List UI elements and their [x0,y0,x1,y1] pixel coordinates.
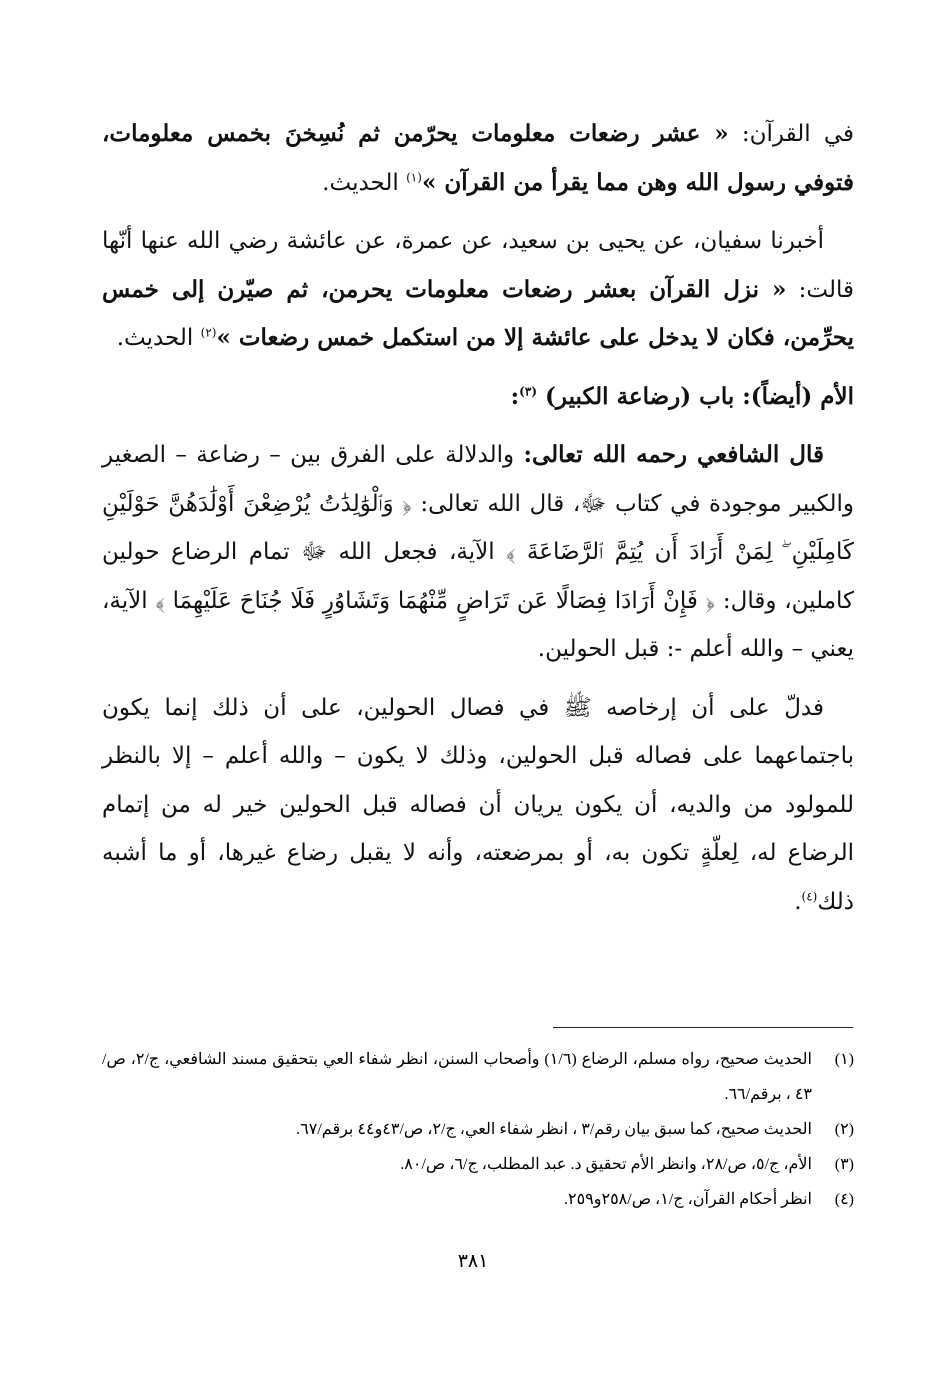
shafii-intro: قال الشافعي رحمه الله تعالى: [523,441,824,468]
paragraph-1-tail: الحديث. [322,169,407,196]
footnote-item [102,1112,854,1147]
footnotes [102,1042,854,1217]
footnote-text: الحديث صحيح، رواه مسلم، الرضاع (١/٦) وأصحاب السنن، انظر شفاء العي بتحقيق مسند الشافعي، ج/٢، ص/٤٣ ، برقم/٦٦. [102,1051,813,1103]
paragraph-3 [102,431,854,674]
footnote-ref-3[interactable]: (٣) [519,383,537,398]
hadith-quote-2: « نزل القرآن بعشر رضعات معلومات يحرمن، ثم صيّرن إلى خمس يحرِّمن، فكان لا يدخل على عائشة إلا من استكمل خمس رضعات » [102,275,854,351]
footnote-ref-2[interactable]: (٢) [200,325,217,340]
paragraph-1-intro: في القرآن: [728,121,854,147]
footnote-item [102,1147,854,1182]
section-heading [102,373,854,422]
page-number: ٣٨١ [457,1251,489,1272]
footnote-number: (١) [834,1051,854,1068]
paragraph-4-text: فدلّ على أن إرخاصه ﷺ في فصال الحولين، على أن ذلك إنما يكون باجتماعهما على فصاله قبل الحولين، وذلك لا يكون – والله أعلم – إلا بالنظر للمولود من والديه، أن يكون يريان أن فصاله قبل الحولين خير له من إتمام الرضاع له، لِعلّةٍ تكون به، أو بمرضعته، وأنه لا يقبل رضاع غيرها، أو ما أشبه ذلك [102,694,854,915]
paragraph-2-tail: الحديث. [116,325,201,351]
footnote-number: (٢) [834,1121,854,1138]
paragraph-2 [102,217,854,363]
footnote-ref-4[interactable]: (٤) [801,888,818,903]
footnote-text: الحديث صحيح، كما سبق بيان رقم/٣ ، انظر شفاء العي، ج/٢، ص/٤٣و٤٤ برقم/٦٧. [296,1121,812,1138]
hadith-quote-1: « عشر رضعات معلومات يحرّمن ثم نُسِخنَ بخمس معلومات، فتوفي رسول الله وهن مما يقرأ من القرآن » [102,120,854,196]
footnote-item [102,1042,854,1112]
footnote-item [102,1182,854,1217]
footnote-number: (٣) [834,1156,854,1173]
paragraph-2-intro: أخبرنا سفيان، عن يحيى بن سعيد، عن عمرة، عن عائشة رضي الله عنها أنّها قالت: [102,228,854,303]
footnote-number: (٤) [834,1191,854,1208]
footnote-ref-1[interactable]: (١) [406,169,422,184]
footnote-separator [553,1027,853,1028]
paragraph-4-tail: . [794,888,802,915]
section-heading-tail: : [510,382,520,410]
paragraph-1 [102,110,854,207]
paragraph-3-text: والدلالة على الفرق بين – رضاعة – الصغير والكبير موجودة في كتاب ﷻ، قال الله تعالى: ﴿ وَٱلْوَٰلِدَٰتُ يُرْضِعْنَ أَوْلَٰدَهُنَّ حَوْلَيْنِ كَامِلَيْنِ ۖ لِمَنْ أَرَادَ أَن يُتِمَّ ٱلرَّضَاعَةَ ﴾ الآية، فجعل الله ﷻ تمام الرضاع حولين كاملين، وقال: ﴿ فَإِنْ أَرَادَا فِصَالًا عَن تَرَاضٍ مِّنْهُمَا وَتَشَاوُرٍ فَلَا جُنَاحَ عَلَيْهِمَا ﴾ الآية، يعني – والله أعلم -: قبل الحولين. [102,442,854,662]
footnote-text: الأم، ج/٥، ص/٢٨، وانظر الأم تحقيق د. عبد المطلب، ج/٦، ص/٨٠. [400,1156,812,1173]
footnote-text: انظر أحكام القرآن، ج/١، ص/٢٥٨و٢٥٩. [563,1191,812,1208]
paragraph-4 [102,684,854,927]
section-heading-text: الأم (أيضاً): باب (رضاعة الكبير) [545,382,854,410]
